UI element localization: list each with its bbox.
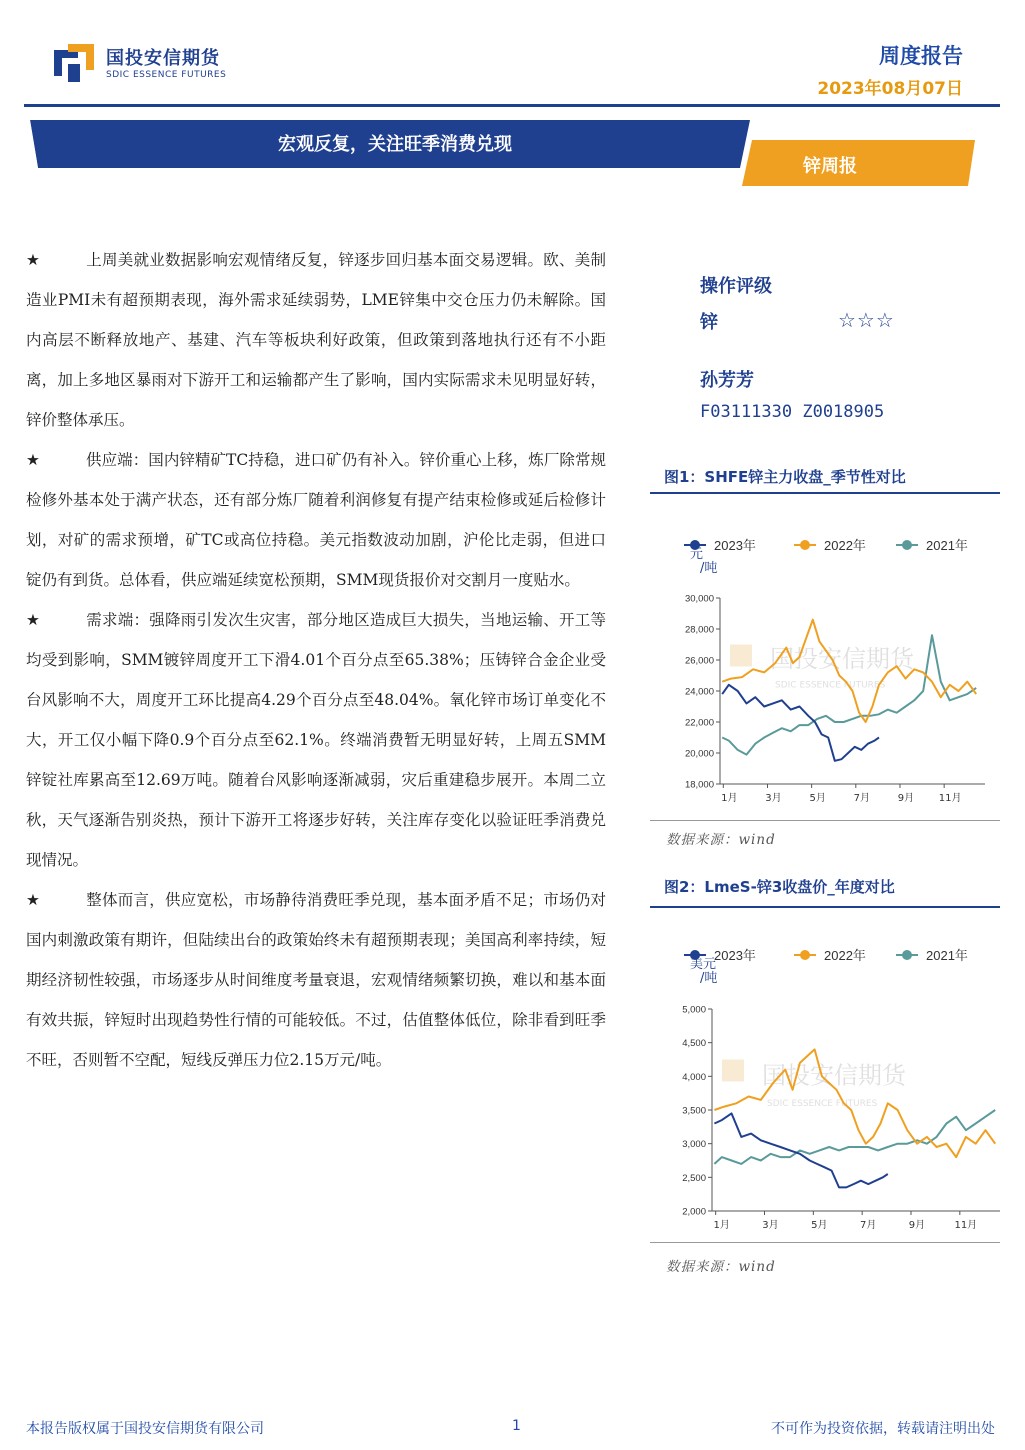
- y-tick-label: 22,000: [684, 717, 714, 729]
- y-axis-unit-label: 元: [690, 547, 704, 562]
- x-tick-label: 9月: [897, 793, 915, 804]
- rating-item: 锌: [700, 312, 718, 333]
- company-name: 国投安信期货: [106, 48, 220, 69]
- header-divider: [24, 104, 1000, 107]
- legend-label: 2023年: [714, 948, 756, 963]
- analyst-license-ids: F03111330 Z0018905: [700, 402, 885, 422]
- rating-label: 操作评级: [700, 276, 772, 297]
- y-tick-label: 3,000: [682, 1139, 706, 1151]
- body-paragraph: [26, 240, 606, 440]
- figure-1-top-rule: [650, 492, 1000, 494]
- y-tick-label: 5,000: [682, 1004, 706, 1016]
- legend-swatch-marker: [800, 540, 810, 550]
- x-tick-label: 7月: [859, 1220, 877, 1231]
- figure-1-bottom-rule: [650, 820, 1000, 821]
- bullet-star-icon: ★: [26, 451, 40, 469]
- watermark-logo-icon: [730, 645, 752, 667]
- bullet-star-icon: ★: [26, 891, 40, 909]
- legend-label: 2021年: [926, 948, 968, 963]
- y-axis-unit-label: /吨: [700, 971, 718, 986]
- logo-mark-icon: [52, 42, 96, 84]
- body-paragraph: [26, 440, 606, 600]
- legend-label: 2021年: [926, 538, 968, 553]
- y-tick-label: 18,000: [684, 779, 714, 791]
- y-axis-unit-label: 美元: [690, 957, 717, 972]
- figure-2-title: 图2：LmeS-锌3收盘价_年度对比: [664, 878, 895, 896]
- y-tick-label: 26,000: [684, 655, 714, 667]
- figure-2-top-rule: [650, 906, 1000, 908]
- x-tick-label: 11月: [954, 1220, 978, 1231]
- y-tick-label: 20,000: [684, 748, 714, 760]
- analyst-name: 孙芳芳: [700, 370, 754, 391]
- figure-2-bottom-rule: [650, 1242, 1000, 1243]
- legend-swatch-marker: [902, 540, 912, 550]
- series-line-2023年: [722, 685, 879, 761]
- x-tick-label: 7月: [853, 793, 870, 804]
- rating-stars: ☆☆☆: [838, 308, 895, 332]
- y-tick-label: 4,500: [682, 1038, 706, 1050]
- watermark-text: 国投安信期货: [762, 1061, 906, 1090]
- legend-label: 2022年: [824, 948, 866, 963]
- paragraph-text: 供应端：国内锌精矿TC持稳，进口矿仍有补入。锌价重心上移，炼厂除常规检修外基本处于满产状态，还有部分炼厂随着利润修复有提产结束检修或延后检修计划，对矿的需求预增，矿TC或高位持稳。美元指数波动加剧，沪伦比走弱，但进口锭仍有到货。总体看，供应端延续宽松预期，SMM现货报价对交割月一度贴水。: [26, 451, 606, 589]
- watermark-text-en: SDIC ESSENCE FUTURES: [775, 680, 886, 691]
- report-title: 宏观反复，关注旺季消费兑现: [278, 134, 512, 155]
- paragraph-text: 整体而言，供应宽松，市场静待消费旺季兑现，基本面矛盾不足；市场仍对国内刺激政策有期许，但陆续出台的政策始终未有超预期表现；美国高利率持续，短期经济韧性较强，市场逐步从时间维度考量衰退，宏观情绪频繁切换，难以和基本面有效共振，锌短时出现趋势性行情的可能较低。不过，估值整体低位，除非看到旺季不旺，否则暂不空配，短线反弹压力位2.15万元/吨。: [26, 891, 606, 1069]
- paragraph-text: 需求端：强降雨引发次生灾害，部分地区造成巨大损失，当地运输、开工等均受到影响，SMM镀锌周度开工下滑4.01个百分点至65.38%；压铸锌合金企业受台风影响不大，周度开工环比提高4.29个百分点至48.04%。氧化锌市场订单变化不大，开工仅小幅下降0.9个百分点至62.1%。终端消费暂无明显好转，上周五SMM锌锭社库累高至12.69万吨。随着台风影响逐渐减弱，灾后重建稳步展开。本周二立秋，天气逐渐告别炎热，预计下游开工将逐步好转，关注库存变化以验证旺季消费兑现情况。: [26, 611, 606, 869]
- y-tick-label: 2,000: [682, 1206, 706, 1218]
- company-name-en: SDIC ESSENCE FUTURES: [106, 70, 227, 80]
- x-tick-label: 3月: [762, 1220, 779, 1231]
- company-logo: [52, 40, 252, 86]
- figure-2-chart: [650, 930, 1000, 1240]
- x-tick-label: 9月: [908, 1220, 926, 1231]
- x-tick-label: 1月: [713, 1220, 730, 1231]
- y-tick-label: 30,000: [684, 593, 714, 605]
- y-tick-label: 4,000: [682, 1071, 706, 1083]
- footer-copyright: 本报告版权属于国投安信期货有限公司: [26, 1421, 264, 1437]
- figure-2-source: 数据来源：wind: [666, 1259, 776, 1275]
- report-type: 周度报告: [879, 44, 963, 68]
- page-number: 1: [512, 1418, 521, 1434]
- report-category-tag: 锌周报: [803, 156, 857, 177]
- y-tick-label: 24,000: [684, 686, 714, 698]
- x-tick-label: 5月: [811, 1220, 828, 1231]
- x-tick-label: 5月: [809, 793, 826, 804]
- legend-label: 2022年: [824, 538, 866, 553]
- body-paragraph: [26, 600, 606, 880]
- figure-1-title: 图1：SHFE锌主力收盘_季节性对比: [664, 468, 906, 486]
- legend-swatch-marker: [902, 950, 912, 960]
- watermark-text-en: SDIC ESSENCE FUTURES: [767, 1098, 878, 1109]
- legend-label: 2023年: [714, 538, 756, 553]
- watermark-text: 国投安信期货: [770, 644, 914, 673]
- figure-1-source: 数据来源：wind: [666, 832, 776, 848]
- report-date: 2023年08月07日: [817, 79, 963, 99]
- y-tick-label: 2,500: [682, 1172, 706, 1184]
- x-tick-label: 3月: [765, 793, 782, 804]
- bullet-star-icon: ★: [26, 611, 40, 629]
- y-tick-label: 28,000: [684, 624, 714, 636]
- body-paragraph: [26, 880, 606, 1080]
- y-axis-unit-label: /吨: [700, 561, 718, 576]
- y-tick-label: 3,500: [682, 1105, 706, 1117]
- figure-1-chart: [650, 520, 1000, 820]
- report-body: [26, 240, 606, 1080]
- paragraph-text: 上周美就业数据影响宏观情绪反复，锌逐步回归基本面交易逻辑。欧、美制造业PMI未有超预期表现，海外需求延续弱势，LME锌集中交仓压力仍未解除。国内高层不断释放地产、基建、汽车等板块利好政策，但政策到落地执行还有不小距离，加上多地区暴雨对下游开工和运输都产生了影响，国内实际需求未见明显好转，锌价整体承压。: [26, 251, 606, 429]
- footer-disclaimer: 不可作为投资依据，转载请注明出处: [771, 1421, 995, 1437]
- x-tick-label: 1月: [721, 793, 738, 804]
- bullet-star-icon: ★: [26, 251, 40, 269]
- x-tick-label: 11月: [938, 793, 962, 804]
- watermark-logo-icon: [722, 1060, 744, 1082]
- legend-swatch-marker: [800, 950, 810, 960]
